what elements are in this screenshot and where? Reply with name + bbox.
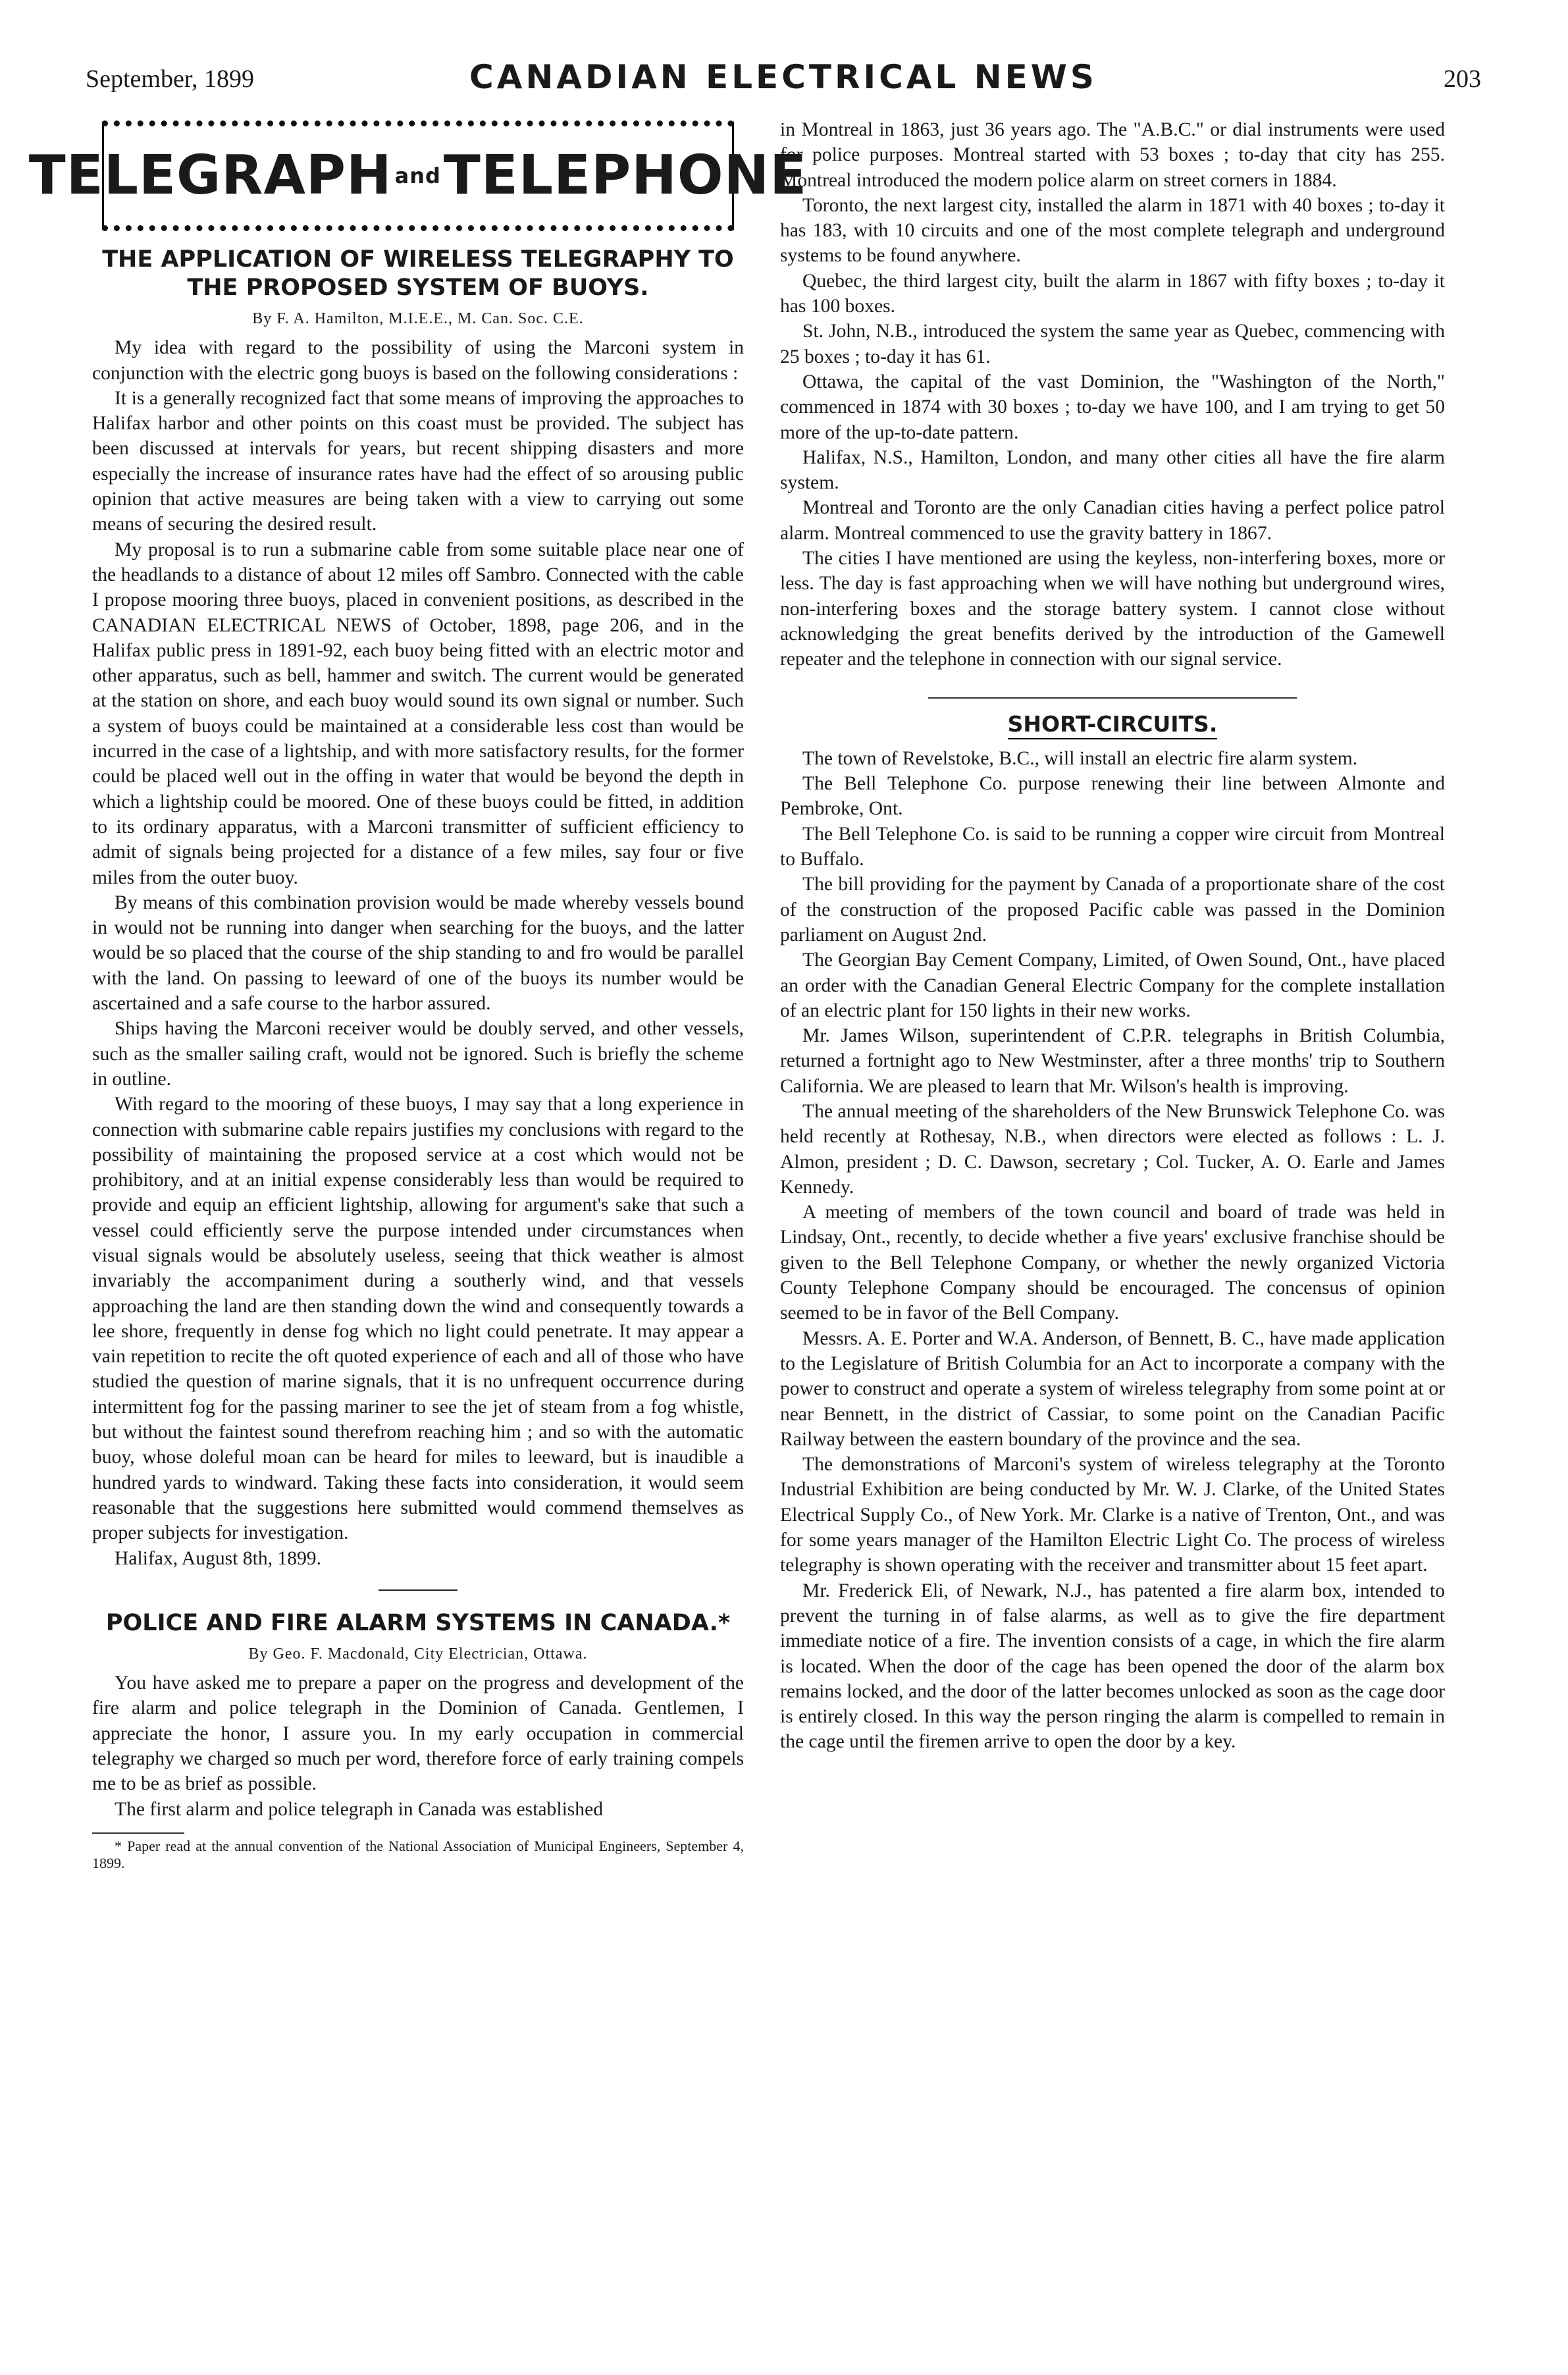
- article-paragraph: It is a generally recognized fact that some means of improving the approaches to Halifax harbor and other points on this coast must be provided. The subject has been discussed at intervals for years, but recent shipping disasters and more especially the increase of insurance rates have had the effect of so arousing public opinion that active measures are being taken with a view to carrying out some means of securing the desired result.: [92, 387, 744, 535]
- issue-date: September, 1899: [86, 65, 254, 93]
- article-continuation: in Montreal in 1863, just 36 years ago. The "A.B.C." or dial instruments were used for police purposes. Montreal started with 53 boxes ; to-day that city has 255. Montreal introduced the modern police alarm on street corners in 1884.: [780, 119, 1445, 191]
- article-byline: By F. A. Hamilton, M.I.E.E., M. Can. Soc. C.E.: [252, 310, 584, 327]
- section-title: [780, 712, 1445, 737]
- article-paragraph: By means of this combination provision would be made whereby vessels bound in would not be running into danger when searching for the buoys, and the latter would be so placed that the course of the ship standing to and fro would be parallel with the land. On passing to leeward of one of the buoys its number would be ascertained and a safe course to the harbor assured.: [92, 892, 744, 1015]
- article-paragraph: My idea with regard to the possibility of using the Marconi system in conjunction with the electric gong buoys is based on the following considerations :: [92, 337, 744, 384]
- article-paragraph: Ships having the Marconi receiver would be doubly served, and other vessels, such as the smaller sailing craft, would not be ignored. Such is briefly the scheme in outline.: [92, 1018, 744, 1090]
- article-divider: [379, 1589, 457, 1591]
- section-divider: [928, 697, 1297, 699]
- news-item: The Georgian Bay Cement Company, Limited, of Owen Sound, Ont., have placed an order with the Canadian General Electric Company for the complete installation of an electric plant for 150 lights in their new works.: [780, 949, 1445, 1021]
- page-header: [86, 58, 1481, 104]
- article-title: POLICE AND FIRE ALARM SYSTEMS IN CANADA.*: [105, 1609, 731, 1636]
- article-paragraph: Quebec, the third largest city, built the alarm in 1867 with fifty boxes ; to-day it has 100 boxes.: [780, 270, 1445, 317]
- news-item: The bill providing for the payment by Canada of a proportionate share of the cost of the construction of the proposed Pacific cable was passed in the Dominion parliament on August 2nd.: [780, 874, 1445, 946]
- news-item: The town of Revelstoke, B.C., will install an electric fire alarm system.: [802, 747, 1358, 769]
- article-paragraph: Montreal and Toronto are the only Canadian cities having a perfect police patrol alarm. Montreal commenced to use the gravity battery in 1867.: [780, 497, 1445, 544]
- article-paragraph: The first alarm and police telegraph in Canada was established: [115, 1798, 604, 1820]
- news-item: The Bell Telephone Co. is said to be running a copper wire circuit from Montreal to Buffalo.: [780, 823, 1445, 870]
- masthead: CANADIAN ELECTRICAL NEWS: [469, 58, 1097, 96]
- article-paragraph: My proposal is to run a submarine cable from some suitable place near one of the headlands to a distance of about 12 miles off Sambro. Connected with the cable I propose mooring three buoys, placed in convenient positions, as described in the CANADIAN ELECTRICAL NEWS of October, 1898, page 206, and in the Halifax public press in 1891-92, each buoy being fitted with an electric motor and other apparatus, such as bell, hammer and switch. The current would be generated at the station on shore, and each buoy would sound its own signal or number. Such a system of buoys could be maintained at a considerable less cost than would be incurred in the case of a lightship, and with more satisfactory results, for the former could be placed well out in the offing in water that would be beyond the depth in which a lightship could be moored. One of these buoys could be fitted, in addition to its ordinary apparatus, with a Marconi transmitter of sufficient efficiency to admit of signals being projected for a distance of a few miles, say four or five miles from the outer buoy.: [92, 539, 744, 888]
- article-paragraph: St. John, N.B., introduced the system the same year as Quebec, commencing with 25 boxes ; to-day it has 61.: [780, 321, 1445, 367]
- left-column: [28, 115, 808, 1872]
- article-paragraph: Toronto, the next largest city, installed the alarm in 1871 with 40 boxes ; to-day it has 183, with 10 circuits and one of the most complete telegraph and underground systems to be found anywhere.: [780, 194, 1445, 267]
- article-paragraph: With regard to the mooring of these buoys, I may say that a long experience in connection with submarine cable repairs justifies my conclusions with regard to the possibility of maintaining the proposed service at a cost which would not be prohibitory, and at an initial expense considerably less than would be required to provide and equip an efficient lightship, allowing for argument's sake that such a vessel could efficiently serve the purpose intended under circumstances when visual signals would be absolutely useless, seeing that thick weather is almost invariably the accompaniment during a southerly wind, and that vessels approaching the land are then standing down the wind and consequently towards a lee shore, frequently in dense fog which no light could penetrate. It may appear a vain repetition to recite the oft quoted experience of each and all of those who have studied the question of marine signals, that it is no unfrequent occurrence during intermittent fog for the passing mariner to see the jet of steam from a fog whistle, but without the faintest sound therefrom reaching him ; and so with the automatic buoy, whose doleful moan can be heard for miles to leeward, but is inaudible a hundred yards to windward. Taking these facts into consideration, it would seem reasonable that the suggestions here submitted would commend themselves as proper subjects for investigation.: [92, 1094, 744, 1544]
- news-item: The Bell Telephone Co. purpose renewing their line between Almonte and Pembroke, Ont.: [780, 773, 1445, 820]
- banner-word-and: and: [394, 163, 441, 188]
- right-column: [780, 117, 1445, 1755]
- news-item: The annual meeting of the shareholders of the New Brunswick Telephone Co. was held recently at Rothesay, N.B., when directors were elected as follows : L. J. Almon, president ; D. C. Dawson, secretary ; Col. Tucker, A. O. Earle and James Kennedy.: [780, 1100, 1445, 1198]
- page-number: 203: [1444, 65, 1481, 93]
- footnote-divider: [92, 1832, 184, 1834]
- section-title-text: SHORT-CIRCUITS.: [1008, 711, 1218, 739]
- news-item: Messrs. A. E. Porter and W.A. Anderson, of Bennett, B. C., have made application to the Legislature of British Columbia for an Act to incorporate a company with the power to construct and operate a system of wireless telegraphy from some point at or near Bennett, in the district of Cassiar, to some point on the Canadian Pacific Railway between the eastern boundary of the province and the sea.: [780, 1327, 1445, 1450]
- banner-word-telegraph: TELEGRAPH: [28, 144, 392, 207]
- news-item: The demonstrations of Marconi's system of wireless telegraphy at the Toronto Industrial Exhibition are being conducted by Mr. W. J. Clarke, of the United States Electrical Supply Co., of New York. Mr. Clarke is a native of Trenton, Ont., and was for some years manager of the Hamilton Electric Light Co. The process of wireless telegraphy is shown operating with the receiver and transmitter about 15 feet apart.: [780, 1454, 1445, 1576]
- news-item: Mr. James Wilson, superintendent of C.P.R. telegraphs in British Columbia, returned a fortnight ago to New Westminster, after a three months' trip to Southern California. We are pleased to learn that Mr. Wilson's health is improving.: [780, 1025, 1445, 1097]
- article-paragraph: Halifax, N.S., Hamilton, London, and many other cities all have the fire alarm system.: [780, 446, 1445, 494]
- section-banner: [28, 120, 808, 231]
- news-item: A meeting of members of the town council and board of trade was held in Lindsay, Ont., recently, to decide whether a five years' exclusive franchise should be given to the Bell Telephone Company, or whether the newly organized Victoria County Telephone Company should be encouraged. The concensus of opinion seemed to be in favor of the Bell Company.: [780, 1202, 1445, 1324]
- article-paragraph: Ottawa, the capital of the vast Dominion, the "Washington of the North," commenced in 1874 with 30 boxes ; to-day we have 100, and I am trying to get 50 more of the up-to-date pattern.: [780, 371, 1445, 443]
- article-title: THE APPLICATION OF WIRELESS TELEGRAPHY TO THE PROPOSED SYSTEM OF BUOYS.: [102, 246, 734, 301]
- banner-word-telephone: TELEPHONE: [443, 144, 808, 207]
- article-signoff: Halifax, August 8th, 1899.: [115, 1547, 321, 1569]
- article-paragraph: You have asked me to prepare a paper on the progress and development of the fire alarm and police telegraph in the Dominion of Canada. Gentlemen, I appreciate the honor, I assure you. In my early occupation in commercial telegraphy we charged so much per word, therefore force of early training compels me to be as brief as possible.: [92, 1672, 744, 1795]
- article-byline: By Geo. F. Macdonald, City Electrician, Ottawa.: [248, 1645, 588, 1663]
- news-item: Mr. Frederick Eli, of Newark, N.J., has patented a fire alarm box, intended to prevent the turning in of false alarms, as well as to give the fire department immediate notice of a fire. The invention consists of a cage, in which the fire alarm is located. When the door of the cage has been opened the door of the alarm box remains locked, and the door of the latter becomes unlocked as soon as the cage door is entirely closed. In this way the person ringing the alarm is compelled to remain in the cage until the firemen arrive to open the door by a key.: [780, 1580, 1445, 1753]
- footnote: * Paper read at the annual convention of the National Association of Municipal Engineers, September 4, 1899.: [92, 1837, 744, 1871]
- article-paragraph: The cities I have mentioned are using the keyless, non-interfering boxes, more or less. The day is fast approaching when we will have nothing but underground wires, non-interfering boxes and the storage battery system. I cannot close without acknowledging the great benefits derived by the introduction of the Gamewell repeater and the telephone in connection with our signal service.: [780, 548, 1445, 670]
